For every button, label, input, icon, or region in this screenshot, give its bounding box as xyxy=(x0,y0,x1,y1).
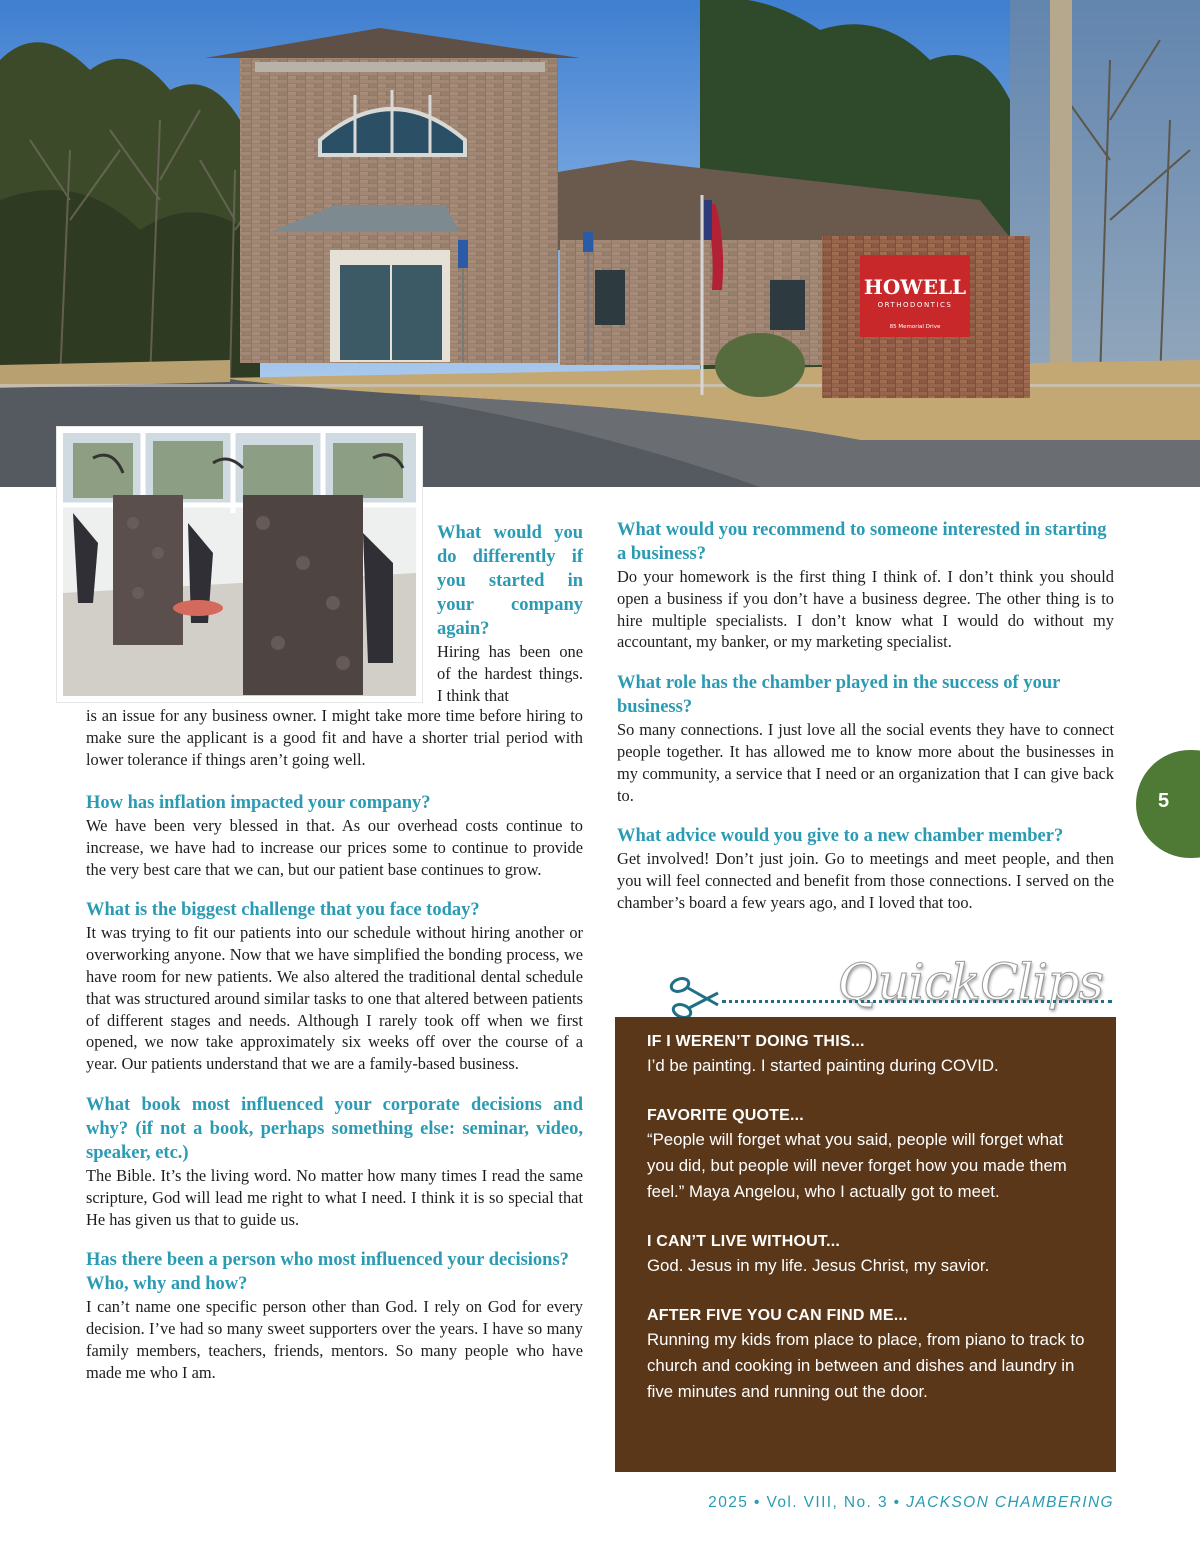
hero-photo xyxy=(0,0,1200,487)
answer-text: Get involved! Don’t just join. Go to meetings and meet people, and then you will feel connected and benefit from those connections. I served on the chamber’s board a few years ago, and I loved that too. xyxy=(617,849,1114,912)
answer-text: Do your homework is the first thing I think of. I don’t think you should open a business if you don’t have a business degree. The other thing is to hire multiple specialists. I don’t know what I would do without my accountant, my banker, or my marketing specialist. xyxy=(617,567,1114,652)
question-heading: What would you recommend to someone interested in starting a business? xyxy=(617,520,1107,564)
qa-block xyxy=(617,671,1114,806)
right-column xyxy=(617,518,1114,932)
sign-address: 85 Memorial Drive xyxy=(889,324,941,330)
qa-block xyxy=(86,898,583,1075)
clip-heading: AFTER FIVE YOU CAN FIND ME... xyxy=(647,1307,908,1324)
sign-name: HOWELL xyxy=(863,275,967,299)
answer-text: So many connections. I just love all the social events they have to connect people together. It has allowed me to know more about the businesses in my community, a service that I need or an organization that I can give back to. xyxy=(617,720,1114,805)
qa-block xyxy=(86,1093,583,1230)
clip-item xyxy=(647,1105,1092,1205)
clip-heading: I CAN’T LIVE WITHOUT... xyxy=(647,1233,841,1250)
quickclips-box xyxy=(615,1017,1116,1472)
clinic-interior-photo xyxy=(57,427,422,702)
clip-text: “People will forget what you said, people will forget what you did, but people will never forget how you made them feel.” Maya Angelou, who I actually got to meet. xyxy=(647,1130,1067,1201)
footer-issue: 2025 • Vol. VIII, No. 3 • xyxy=(708,1494,907,1511)
clip-item xyxy=(647,1231,1092,1279)
answer-text: It was trying to fit our patients into our schedule without hiring another or overworking anyone. Now that we have simplified the bonding process, we have room for new patients. We also altered the traditional dental schedule that was structured around similar tasks to one that altered between patients of different stages and needs. Although I rarely took off when we first opened, we now take approximately six weeks off over the course of a year. Our patients understand that we are a family-based business. xyxy=(86,923,583,1074)
intro-qa-narrow xyxy=(437,521,583,706)
footer xyxy=(708,1494,1114,1512)
scissors-icon xyxy=(668,975,720,1019)
footer-magazine-title: JACKSON CHAMBERING xyxy=(906,1494,1114,1511)
clip-text: God. Jesus in my life. Jesus Christ, my savior. xyxy=(647,1256,990,1275)
question-heading: Has there been a person who most influenced your decisions? Who, why and how? xyxy=(86,1250,569,1295)
clip-item xyxy=(647,1031,1092,1079)
intro-answer-start: Hiring has been one of the hardest things. I think that xyxy=(437,642,583,705)
clip-text: Running my kids from place to place, from piano to track to church and cooking in between and dishes and laundry in five minutes and running out the door. xyxy=(647,1330,1085,1401)
dotted-cut-line xyxy=(722,1000,1112,1003)
clip-heading: FAVORITE QUOTE... xyxy=(647,1107,804,1124)
qa-block xyxy=(617,518,1114,653)
answer-text: We have been very blessed in that. As our overhead costs continue to increase, we have had to increase our prices some to continue to provide the very best care that we can, but our patient base continues to grow. xyxy=(86,816,583,879)
clip-heading: IF I WEREN’T DOING THIS... xyxy=(647,1033,865,1050)
qa-block xyxy=(617,824,1114,913)
answer-text: The Bible. It’s the living word. No matter how many times I read the same scripture, God will lead me right to what I need. I think it is so special that He has given us that to guide us. xyxy=(86,1165,583,1229)
qa-block xyxy=(86,791,583,880)
page-number: 5 xyxy=(1158,790,1170,812)
intro-qa-wide xyxy=(86,705,583,770)
question-heading: What role has the chamber played in the success of your business? xyxy=(617,673,1060,718)
question-heading: How has inflation impacted your company? xyxy=(86,793,431,813)
clip-text: I’d be painting. I started painting during COVID. xyxy=(647,1056,999,1075)
answer-text: I can’t name one specific person other than God. I rely on God for every decision. I’ve had so many sweet supporters over the years. I have so many family members, teachers, friends, mentors. So many people who have made me who I am. xyxy=(86,1297,583,1382)
quickclips-title: QuickClips xyxy=(837,953,1103,1011)
question-heading: What book most influenced your corporate decisions and why? (if not a book, perhaps something else: seminar, video, speaker, etc.) xyxy=(86,1094,583,1163)
qa-block xyxy=(86,1248,583,1383)
question-heading: What advice would you give to a new chamber member? xyxy=(617,826,1064,847)
intro-answer-rest: is an issue for any business owner. I might take more time before hiring to make sure the applicant is a good fit and have a shorter trial period with lower tolerance if things aren’t going well. xyxy=(86,706,583,769)
sign-subtitle: ORTHODONTICS xyxy=(877,301,953,309)
clip-item xyxy=(647,1305,1092,1405)
left-column xyxy=(86,791,583,1402)
question-heading: What is the biggest challenge that you face today? xyxy=(86,900,480,921)
intro-question: What would you do differently if you started in your company again? xyxy=(437,523,583,639)
quickclips-header xyxy=(660,955,1115,1017)
